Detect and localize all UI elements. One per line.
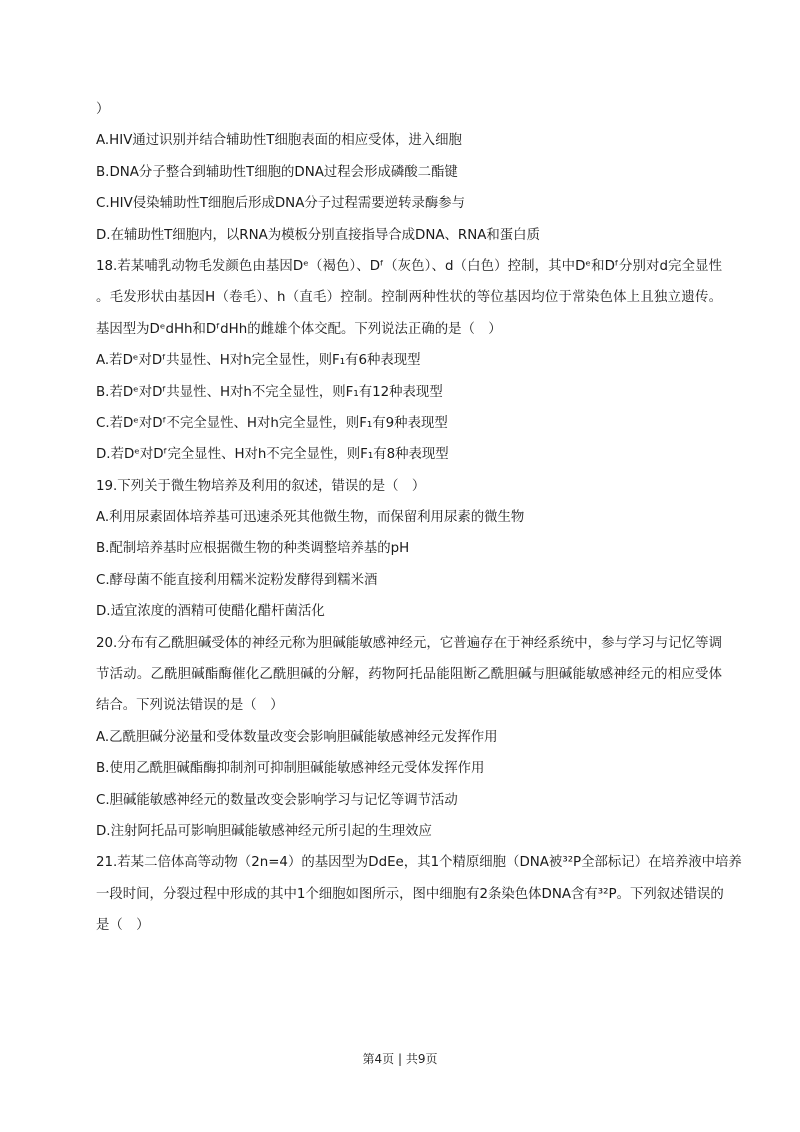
text-line: A.HIV通过识别并结合辅助性T细胞表面的相应受体，进入细胞 [96, 133, 462, 149]
text-line: 节活动。乙酰胆碱酯酶催化乙酰胆碱的分解，药物阿托品能阻断乙酰胆碱与胆碱能敏感神经元的相应受体 [96, 667, 722, 683]
document-body [96, 99, 742, 947]
text-line: D.注射阿托品可影响胆碱能敏感神经元所引起的生理效应 [96, 823, 432, 839]
text-line: ） [96, 102, 110, 117]
text-line: 19.下列关于微生物培养及利用的叙述，错误的是（ ） [96, 478, 426, 494]
text-line: D.适宜浓度的酒精可使醋化醋杆菌活化 [96, 604, 325, 620]
text-line: D.若Dᵉ对Dᶠ完全显性、H对h不完全显性，则F₁有8种表现型 [96, 447, 449, 463]
text-line: A.乙酰胆碱分泌量和受体数量改变会影响胆碱能敏感神经元发挥作用 [96, 729, 498, 745]
text-line: 是（ ） [96, 918, 150, 934]
text-line: 21.若某二倍体高等动物（2n=4）的基因型为DdEe，其1个精原细胞（DNA被³²P全部标记）在培养液中培养 [96, 855, 742, 871]
text-line: A.若Dᵉ对Dᶠ共显性、H对h完全显性，则F₁有6种表现型 [96, 353, 421, 369]
text-line: 20.分布有乙酰胆碱受体的神经元称为胆碱能敏感神经元，它普遍存在于神经系统中，参与学习与记忆等调 [96, 635, 722, 651]
text-line: C.HIV侵染辅助性T细胞后形成DNA分子过程需要逆转录酶参与 [96, 196, 466, 212]
text-line: 结合。下列说法错误的是（ ） [96, 698, 284, 714]
text-line: B.配制培养基时应根据微生物的种类调整培养基的pH [96, 541, 410, 557]
text-line: 。毛发形状由基因H（卷毛）、h（直毛）控制。控制两种性状的等位基因均位于常染色体上且独立遗传。 [96, 290, 722, 306]
text-line: 18.若某哺乳动物毛发颜色由基因Dᵉ（褐色）、Dᶠ（灰色）、d（白色）控制，其中Dᵉ和Dᶠ分别对d完全显性 [96, 258, 722, 274]
text-line: D.在辅助性T细胞内，以RNA为模板分别直接指导合成DNA、RNA和蛋白质 [96, 227, 540, 243]
text-line: C.胆碱能敏感神经元的数量改变会影响学习与记忆等调节活动 [96, 792, 458, 808]
text-line: C.若Dᵉ对Dᶠ不完全显性、H对h完全显性，则F₁有9种表现型 [96, 415, 448, 431]
text-line: B.若Dᵉ对Dᶠ共显性、H对h不完全显性，则F₁有12种表现型 [96, 384, 443, 400]
text-line: B.DNA分子整合到辅助性T细胞的DNA过程会形成磷酸二酯键 [96, 164, 458, 180]
text-line: A.利用尿素固体培养基可迅速杀死其他微生物，而保留利用尿素的微生物 [96, 510, 525, 526]
text-line: 一段时间，分裂过程中形成的其中1个细胞如图所示，图中细胞有2条染色体DNA含有³²P。下列叙述错误的 [96, 886, 724, 902]
text-line: B.使用乙酰胆碱酯酶抑制剂可抑制胆碱能敏感神经元受体发挥作用 [96, 761, 485, 777]
text-line: C.酵母菌不能直接利用糯米淀粉发酵得到糯米酒 [96, 572, 378, 588]
page-footer: 第4页 | 共9页 [362, 1052, 438, 1066]
text-line: 基因型为DᵉdHh和DᶠdHh的雌雄个体交配。下列说法正确的是（ ） [96, 321, 502, 337]
